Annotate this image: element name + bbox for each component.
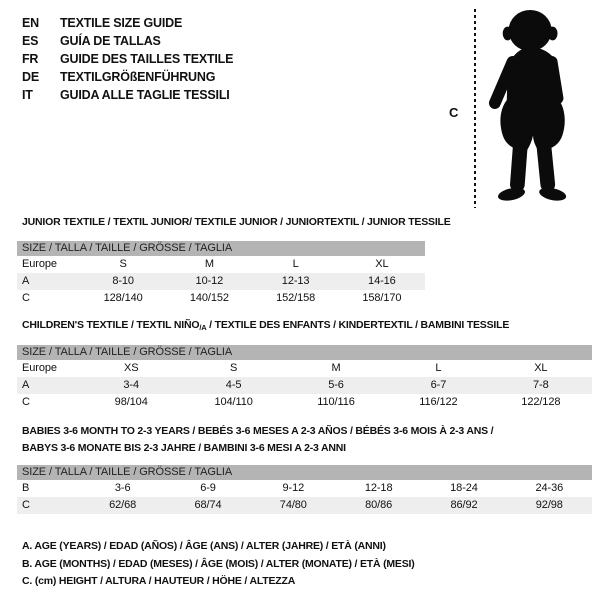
table-cell: 4-5 (225, 379, 242, 391)
table-row-height (17, 497, 592, 514)
language-code: FR (22, 52, 39, 66)
table-row-height (17, 394, 592, 411)
table-row-age (17, 273, 425, 290)
babies-title-line1: BABIES 3-6 MONTH TO 2-3 YEARS / BEBÉS 3-6 MESES A 2-3 AÑOS / BÉBÉS 3-6 MOIS À 2-3 ANS / (22, 425, 494, 437)
language-label: TEXTILE SIZE GUIDE (60, 16, 183, 30)
toddler-silhouette-icon (487, 7, 585, 207)
table-cell: 116/122 (419, 396, 458, 408)
table-cell: 68/74 (194, 499, 222, 511)
table-cell: 10-12 (195, 275, 224, 287)
language-label: GUIDE DES TAILLES TEXTILE (60, 52, 234, 66)
table-cell: M (204, 258, 214, 270)
row-label: C (22, 292, 30, 304)
table-cell: 9-12 (282, 482, 305, 494)
size-header-bar: SIZE / TALLA / TAILLE / GRÖSSE / TAGLIA (17, 345, 592, 360)
row-label: C (22, 396, 30, 408)
babies-title-line2: BABYS 3-6 MONATE BIS 2-3 JAHRE / BAMBINI 3-6 MESI A 2-3 ANNI (22, 442, 346, 454)
table-cell: 158/170 (362, 292, 402, 304)
table-row-europe (17, 360, 592, 377)
language-code: IT (22, 88, 33, 102)
table-cell: 6-7 (430, 379, 447, 391)
children-table-title (22, 319, 509, 332)
table-cell: 8-10 (112, 275, 134, 287)
table-cell: 98/104 (114, 396, 148, 408)
table-cell: 12-13 (281, 275, 310, 287)
table-cell: 86/92 (450, 499, 478, 511)
children-title-post: / TEXTILE DES ENFANTS / KINDERTEXTIL / BAMBINI TESSILE (206, 319, 510, 331)
footnote-c: C. (cm) HEIGHT / ALTURA / HAUTEUR / HÖHE / ALTEZZA (22, 575, 296, 587)
table-cell: XS (123, 362, 139, 374)
table-cell: S (229, 362, 238, 374)
footnotes (22, 538, 415, 591)
table-cell: 5-6 (328, 379, 344, 391)
table-cell: 14-16 (368, 275, 396, 287)
table-cell: 140/152 (189, 292, 229, 304)
language-code: DE (22, 70, 39, 84)
language-code: ES (22, 34, 39, 48)
language-row-en (22, 14, 233, 32)
row-label: C (22, 499, 30, 511)
table-cell: 74/80 (279, 499, 307, 511)
children-title-subscript: /A (199, 323, 207, 332)
table-cell: L (292, 258, 299, 270)
table-row-height (17, 290, 425, 307)
language-row-de (22, 68, 233, 86)
table-cell: 3-4 (123, 379, 139, 391)
table-cell: 92/98 (535, 499, 563, 511)
table-cell: XL (375, 258, 389, 270)
table-cell: 80/86 (365, 499, 393, 511)
row-label: B (22, 482, 30, 494)
table-cell: 18-24 (450, 482, 478, 494)
size-header-bar: SIZE / TALLA / TAILLE / GRÖSSE / TAGLIA (17, 465, 592, 480)
children-size-table (17, 345, 592, 411)
table-cell: 122/128 (521, 396, 561, 408)
table-row-europe (17, 256, 425, 273)
table-cell: 3-6 (114, 482, 131, 494)
table-cell: S (119, 258, 127, 270)
row-label: Europe (22, 258, 57, 270)
language-label: GUIDA ALLE TAGLIE TESSILI (60, 88, 230, 102)
junior-table-title: JUNIOR TEXTILE / TEXTIL JUNIOR/ TEXTILE JUNIOR / JUNIORTEXTIL / JUNIOR TESSILE (22, 216, 451, 228)
table-row-months (17, 480, 592, 497)
row-label: A (22, 275, 30, 287)
table-cell: 24-36 (535, 482, 564, 494)
junior-size-table (17, 241, 425, 307)
table-row-age (17, 377, 592, 394)
table-cell: L (435, 362, 442, 374)
babies-table-title (22, 423, 493, 457)
footnote-a: A. AGE (YEARS) / EDAD (AÑOS) / ÂGE (ANS) / ALTER (JAHRE) / ETÀ (ANNI) (22, 540, 386, 552)
language-code: EN (22, 16, 39, 30)
table-cell: 104/110 (214, 396, 253, 408)
babies-size-table (17, 465, 592, 514)
language-row-it (22, 86, 233, 104)
table-cell: 12-18 (364, 482, 393, 494)
table-cell: 62/68 (109, 499, 137, 511)
table-cell: 128/140 (103, 292, 143, 304)
language-label: TEXTILGRÖßENFÜHRUNG (60, 70, 216, 84)
table-cell: XL (534, 362, 548, 374)
row-label: A (22, 379, 30, 391)
language-label: GUÍA DE TALLAS (60, 34, 161, 48)
height-measure-label: C (449, 105, 459, 120)
language-list (22, 14, 233, 104)
language-row-es (22, 32, 233, 50)
size-header-bar: SIZE / TALLA / TAILLE / GRÖSSE / TAGLIA (17, 241, 425, 256)
footnote-b: B. AGE (MONTHS) / EDAD (MESES) / ÂGE (MOIS) / ALTER (MONATE) / ETÀ (MESI) (22, 557, 415, 570)
height-measure-dashed-line (474, 9, 476, 208)
table-cell: 6-9 (200, 482, 216, 494)
table-cell: 7-8 (533, 379, 549, 391)
children-title-pre: CHILDREN'S TEXTILE / TEXTIL NIÑO (22, 319, 200, 331)
table-cell: 152/158 (276, 292, 316, 304)
table-cell: M (331, 362, 341, 374)
language-row-fr (22, 50, 233, 68)
row-label: Europe (22, 362, 57, 374)
table-cell: 110/116 (317, 396, 355, 408)
